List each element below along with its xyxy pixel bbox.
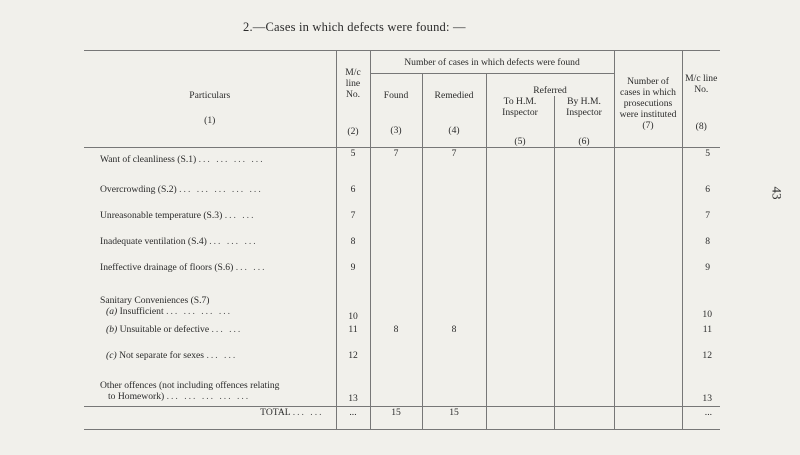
line2-cell: 11	[682, 324, 720, 350]
table-row: Unreasonable temperature (S.3) ... ... 7 7	[84, 210, 720, 236]
line-cell: 13	[336, 376, 370, 407]
line2-cell: 5	[682, 148, 720, 185]
col-num-4: (4)	[448, 124, 460, 136]
total-remedied: 15	[422, 407, 486, 430]
found-cell: 7	[370, 148, 422, 185]
table-row: (c) Not separate for sexes ... ... 12 12	[84, 350, 720, 376]
mc-line-no-header: M/c line No. (8)	[682, 51, 720, 148]
line-cell: 8	[336, 236, 370, 262]
table-row: Ineffective drainage of floors (S.6) ... ... 9 9	[84, 262, 720, 288]
particular-label: Unsuitable or defective	[119, 324, 210, 335]
line2-cell: 6	[682, 184, 720, 210]
sub-marker: (c)	[106, 350, 117, 361]
line-cell: 10	[336, 288, 370, 324]
particular-label: Insufficient	[119, 306, 164, 317]
particular-label: to Homework)	[108, 391, 165, 402]
total-label: TOTAL	[260, 407, 291, 418]
particular-label: Not separate for sexes	[119, 350, 205, 361]
line-cell: 5	[336, 148, 370, 185]
table-heading: 2.—Cases in which defects were found: —	[243, 20, 466, 34]
number-cases-header: Number of cases in which defects were found	[370, 51, 614, 74]
table-row: Inadequate ventilation (S.4) ... ... ... 8 8	[84, 236, 720, 262]
particular-label: Want of cleanliness (S.1)	[100, 154, 197, 165]
prosecutions-header: Number of cases in which prosecutions were instituted (7)	[614, 51, 682, 148]
line-cell: 12	[336, 350, 370, 376]
line2-cell: 12	[682, 350, 720, 376]
table-row: Want of cleanliness (S.1) ... ... ... ... 5 7 7 5	[84, 148, 720, 185]
line-cell: ...	[336, 407, 370, 430]
col-num-5: (5)	[514, 136, 526, 147]
line-cell: 7	[336, 210, 370, 236]
col-num-3: (3)	[390, 124, 402, 136]
table-row: Other offences (not including offences relating to Homework) ... ... ... ... ... 13 13	[84, 376, 720, 407]
particular-label: Unreasonable temperature (S.3)	[100, 210, 223, 221]
line2-cell: 8	[682, 236, 720, 262]
line2-cell: 13	[682, 376, 720, 407]
total-found: 15	[370, 407, 422, 430]
col-num-8: (8)	[695, 120, 707, 132]
remedied-cell: 7	[422, 148, 486, 185]
sanitary-heading: Sanitary Conveniences (S.7)	[100, 295, 210, 306]
table-row: Sanitary Conveniences (S.7) (a) Insufficient ... ... ... ... 10 10	[84, 288, 720, 324]
col-num-6: (6)	[578, 136, 590, 147]
line-cell: 9	[336, 262, 370, 288]
prosecutions-cell	[614, 148, 682, 185]
particular-label: Inadequate ventilation (S.4)	[100, 236, 207, 247]
col-num-2: (2)	[347, 126, 359, 137]
col-num-1: (1)	[204, 115, 216, 126]
line2-cell: 10	[682, 288, 720, 324]
found-header: Found (3)	[370, 74, 422, 148]
mc-line-header: M/c line No. (2)	[336, 51, 370, 148]
particular-label: Overcrowding (S.2)	[100, 184, 177, 195]
table-row: Overcrowding (S.2) ... ... ... ... ... 6 6	[84, 184, 720, 210]
sub-marker: (b)	[106, 324, 118, 335]
by-hm-inspector-header: By H.M. Inspector (6)	[554, 96, 614, 148]
line-cell: 11	[336, 324, 370, 350]
particular-label: Other offences (not including offences relating	[100, 380, 280, 391]
particulars-header: Particulars (1)	[84, 51, 336, 148]
found-cell: 8	[370, 324, 422, 350]
referred-header: Referred	[486, 74, 614, 97]
line-cell: 6	[336, 184, 370, 210]
line2-cell: 9	[682, 262, 720, 288]
sub-marker: (a)	[106, 306, 118, 317]
line2-cell: ...	[682, 407, 720, 430]
table-row: (b) Unsuitable or defective ... ... 11 8 8 11	[84, 324, 720, 350]
col-num-7: (7)	[642, 119, 654, 131]
to-hm-cell	[486, 148, 554, 185]
defects-table	[84, 50, 720, 430]
page-number: 43	[769, 186, 785, 200]
by-hm-cell	[554, 148, 614, 185]
line2-cell: 7	[682, 210, 720, 236]
to-hm-inspector-header: To H.M. Inspector (5)	[486, 96, 554, 148]
particular-label: Ineffective drainage of floors (S.6)	[100, 262, 234, 273]
total-row: TOTAL ... ... ... 15 15 ...	[84, 407, 720, 430]
remedied-cell: 8	[422, 324, 486, 350]
remedied-header: Remedied (4)	[422, 74, 486, 148]
